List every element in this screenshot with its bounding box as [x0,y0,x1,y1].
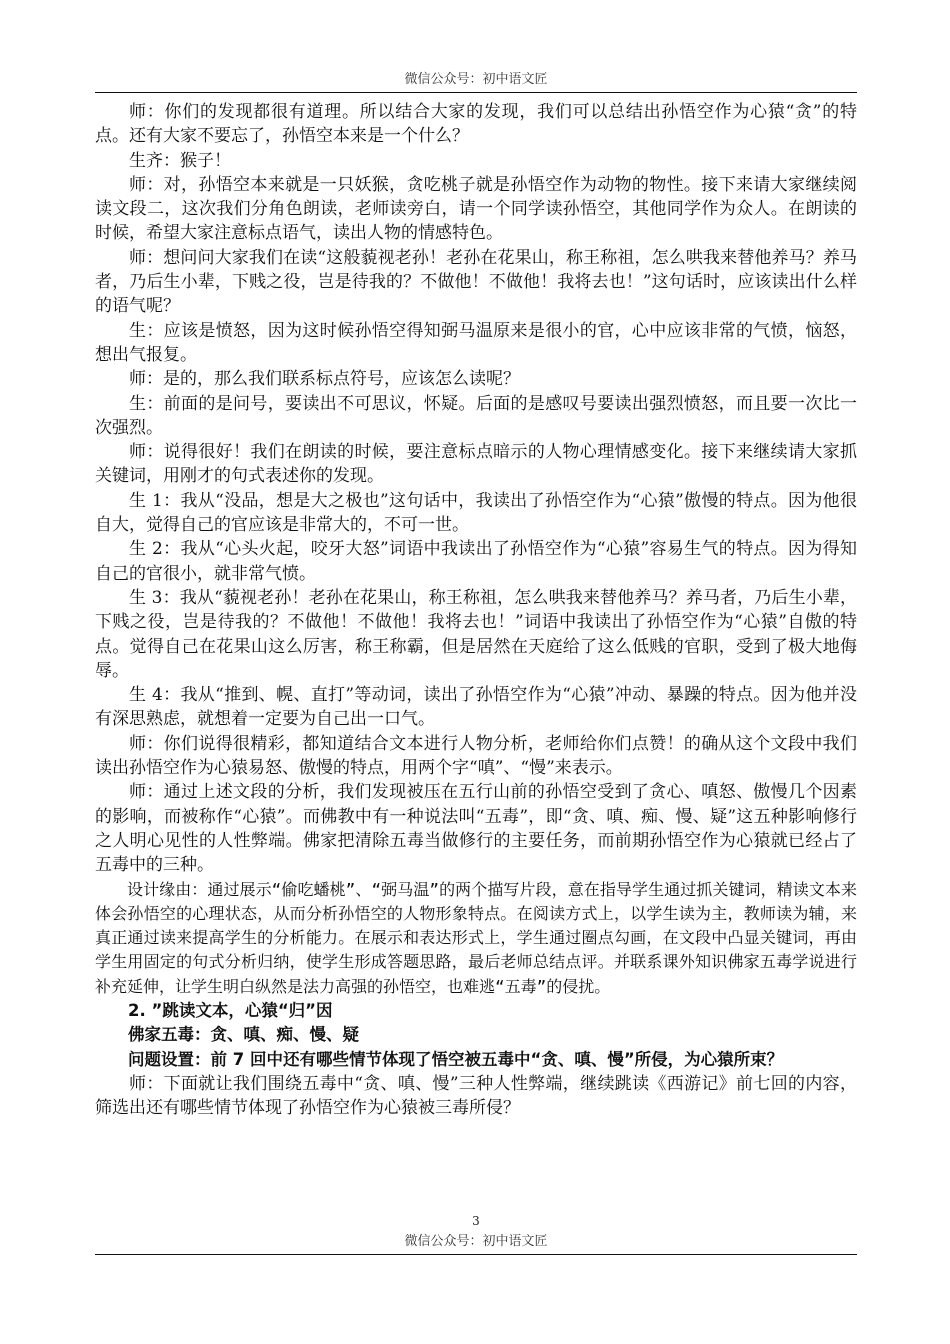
paragraph: 生：前面的是问号，要读出不可思议，怀疑。后面的是感叹号要读出强烈愤怒，而且要一次比一次强烈。 [95,393,857,438]
paragraph: 生齐：猴子！ [129,150,231,171]
paragraph: 师：你们的发现都很有道理。所以结合大家的发现，我们可以总结出孙悟空作为心猿“贪”的特点。还有大家不要忘了，孙悟空本来是一个什么？ [95,102,857,147]
document-body [95,100,857,1120]
paragraph: 师：是的，那么我们联系标点符号，应该怎么读呢？ [129,369,520,390]
paragraph: 师：通过上述文段的分析，我们发现被压在五行山前的孙悟空受到了贪心、嗔怒、傲慢几个因素的影响，而被称作“心猿”。而佛教中有一种说法叫“五毒”，即“贪、嗔、痴、慢、疑”这五种影响修行之人明心见性的人性弊端。佛家把清除五毒当做修行的主要任务，而前期孙悟空作为心猿就已经占了五毒中的三种。 [95,782,857,876]
paragraph: 师：对，孙悟空本来就是一只妖猴，贪吃桃子就是孙悟空作为动物的物性。接下来请大家继续阅读文段二，这次我们分角色朗读，老师读旁白，请一个同学读孙悟空，其他同学作为众人。在朗读的时候，希望大家注意标点语气，读出人物的情感特色。 [95,174,857,244]
page-header: 微信公众号：初中语文匠 [95,68,857,93]
five-poisons-heading: 佛家五毒：贪、嗔、痴、慢、疑 [128,1025,359,1045]
paragraph: 生 3：我从“藐视老孙！老孙在花果山，称王称祖，怎么哄我来替他养马？养马者，乃后生小辈，下贱之役，岂是待我的？不做他！不做他！我将去也！”词语中我读出了孙悟空作为“心猿”自傲的特点。觉得自己在花果山这么厉害，称王称霸，但是居然在天庭给了这么低贱的官职，受到了极大地侮辱。 [95,587,857,681]
design-rationale-paragraph: 设计缘由：通过展示“偷吃蟠桃”、“弼马温”的两个描写片段，意在指导学生通过抓关键词，精读文本来体会孙悟空的心理状态，从而分析孙悟空的人物形象特点。在阅读方式上，以学生读为主，教师读为辅，来真正通过读来提高学生的分析能力。在展示和表达形式上，学生通过圈点勾画，在文段中凸显关键词，再由学生用固定的句式分析归纳，使学生形成答题思路，最后老师总结点评。并联系课外知识佛家五毒学说进行补充延伸，让学生明白纵然是法力高强的孙悟空，也难逃“五毒”的侵扰。 [95,879,857,996]
paragraph: 师：你们说得很精彩，都知道结合文本进行人物分析，老师给你们点赞！的确从这个文段中我们读出孙悟空作为心猿易怒、傲慢的特点，用两个字“嗔”、“慢”来表示。 [95,733,857,779]
question-setting-heading: 问题设置：前 7 回中还有哪些情节体现了悟空被五毒中“贪、嗔、慢”所侵，为心猿所束？ [128,1049,784,1069]
paragraph: 师：说得很好！我们在朗读的时候，要注意标点暗示的人物心理情感变化。接下来继续请大家抓关键词，用刚才的句式表述你的发现。 [95,442,857,487]
paragraph: 生：应该是愤怒，因为这时候孙悟空得知弼马温原来是很小的官，心中应该非常的气愤，恼怒，想出气报复。 [95,320,857,365]
section-heading: 2. ”跳读文本，心猿“归”因 [128,1000,333,1020]
page-footer: 微信公众号：初中语文匠 [95,1230,857,1255]
paragraph: 生 4：我从“推到、幌、直打”等动词，读出了孙悟空作为“心猿”冲动、暴躁的特点。因为他并没有深思熟虑，就想着一定要为自己出一口气。 [95,685,857,730]
paragraph: 生 1：我从“没品，想是大之极也”这句话中，我读出了孙悟空作为“心猿”傲慢的特点。因为他很自大，觉得自己的官应该是非常大的，不可一世。 [95,490,857,536]
page-number: 3 [472,1214,480,1228]
paragraph: 生 2：我从“心头火起，咬牙大怒”词语中我读出了孙悟空作为“心猿”容易生气的特点。因为得知自己的官很小，就非常气愤。 [95,539,857,584]
paragraph: 师：下面就让我们围绕五毒中“贪、嗔、慢”三种人性弊端，继续跳读《西游记》前七回的内容，筛选出还有哪些情节体现了孙悟空作为心猿被三毒所侵？ [95,1073,857,1119]
paragraph: 师：想问问大家我们在读“这般藐视老孙！老孙在花果山，称王称祖，怎么哄我来替他养马？养马者，乃后生小辈，下贱之役，岂是待我的？不做他！不做他！我将去也！”这句话时，应该读出什么样的语气呢？ [95,247,857,317]
